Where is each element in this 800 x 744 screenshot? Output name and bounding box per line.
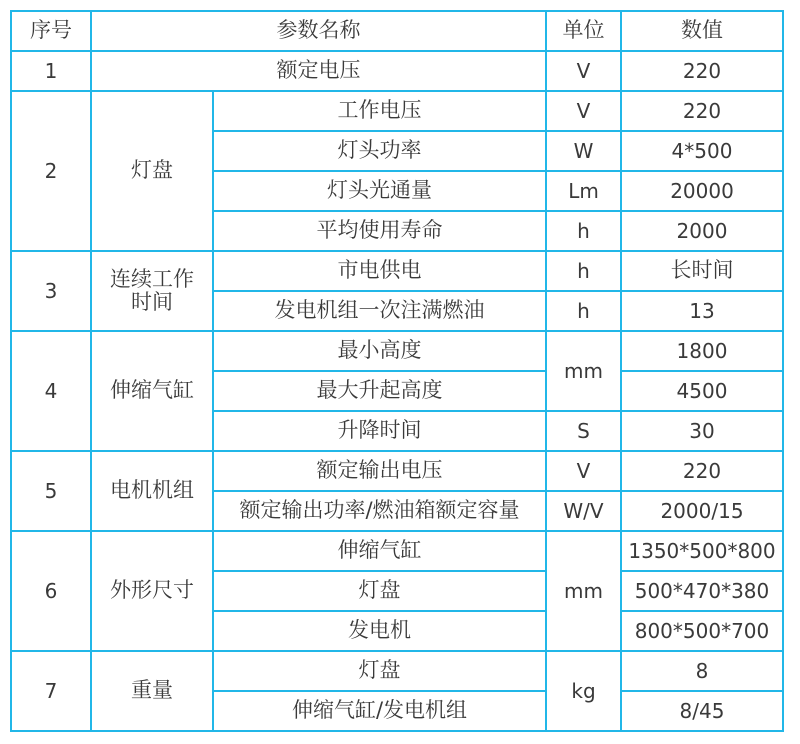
param-cell: 灯盘: [213, 651, 546, 691]
group-cell: 灯盘: [91, 91, 213, 251]
value-cell: 4500: [621, 371, 783, 411]
value-cell: 500*470*380: [621, 571, 783, 611]
row-index: 7: [11, 651, 91, 731]
group-cell: 电机机组: [91, 451, 213, 531]
param-cell: 伸缩气缸/发电机组: [213, 691, 546, 731]
unit-cell: W/V: [546, 491, 621, 531]
header-index: 序号: [11, 11, 91, 51]
param-cell: 升降时间: [213, 411, 546, 451]
table-row: [11, 251, 783, 291]
row-index: 5: [11, 451, 91, 531]
table-row: [11, 331, 783, 371]
row-index: 3: [11, 251, 91, 331]
header-param: 参数名称: [91, 11, 546, 51]
param-cell: 灯头光通量: [213, 171, 546, 211]
unit-cell: W: [546, 131, 621, 171]
value-cell: 13: [621, 291, 783, 331]
row-index: 2: [11, 91, 91, 251]
value-cell: 800*500*700: [621, 611, 783, 651]
value-cell: 220: [621, 91, 783, 131]
value-cell: 2000: [621, 211, 783, 251]
table-row: [11, 91, 783, 131]
group-cell: [91, 251, 213, 331]
value-cell: 8: [621, 651, 783, 691]
table-row: [11, 531, 783, 571]
param-cell: 工作电压: [213, 91, 546, 131]
group-label-line2: 时间: [131, 290, 173, 314]
row-index: 4: [11, 331, 91, 451]
group-cell: 伸缩气缸: [91, 331, 213, 451]
value-cell: 30: [621, 411, 783, 451]
param-cell: 发电机: [213, 611, 546, 651]
header-value: 数值: [621, 11, 783, 51]
value-cell: 1800: [621, 331, 783, 371]
table-row: [11, 651, 783, 691]
param-cell: 灯头功率: [213, 131, 546, 171]
param-cell: 市电供电: [213, 251, 546, 291]
param-cell: 最小高度: [213, 331, 546, 371]
unit-cell: mm: [546, 331, 621, 411]
unit-cell: kg: [546, 651, 621, 731]
header-unit: 单位: [546, 11, 621, 51]
unit-cell: h: [546, 291, 621, 331]
param-cell: 灯盘: [213, 571, 546, 611]
unit-cell: mm: [546, 531, 621, 651]
param-cell: 平均使用寿命: [213, 211, 546, 251]
unit-cell: S: [546, 411, 621, 451]
group-cell: 外形尺寸: [91, 531, 213, 651]
param-cell: 发电机组一次注满燃油: [213, 291, 546, 331]
table-row: [11, 51, 783, 91]
value-cell: 长时间: [621, 251, 783, 291]
unit-cell: h: [546, 251, 621, 291]
group-label-line1: 连续工作: [110, 266, 194, 291]
row-index: 1: [11, 51, 91, 91]
param-cell: 额定输出功率/燃油箱额定容量: [213, 491, 546, 531]
param-cell: 伸缩气缸: [213, 531, 546, 571]
value-cell: 220: [621, 51, 783, 91]
param-cell: 额定电压: [91, 51, 546, 91]
group-cell: 重量: [91, 651, 213, 731]
unit-cell: Lm: [546, 171, 621, 211]
value-cell: 20000: [621, 171, 783, 211]
param-cell: 额定输出电压: [213, 451, 546, 491]
value-cell: 2000/15: [621, 491, 783, 531]
value-cell: 4*500: [621, 131, 783, 171]
value-cell: 8/45: [621, 691, 783, 731]
row-index: 6: [11, 531, 91, 651]
table-row: [11, 451, 783, 491]
unit-cell: V: [546, 91, 621, 131]
spec-table: [10, 10, 784, 732]
value-cell: 1350*500*800: [621, 531, 783, 571]
unit-cell: h: [546, 211, 621, 251]
value-cell: 220: [621, 451, 783, 491]
header-row: [11, 11, 783, 51]
unit-cell: V: [546, 451, 621, 491]
param-cell: 最大升起高度: [213, 371, 546, 411]
unit-cell: V: [546, 51, 621, 91]
